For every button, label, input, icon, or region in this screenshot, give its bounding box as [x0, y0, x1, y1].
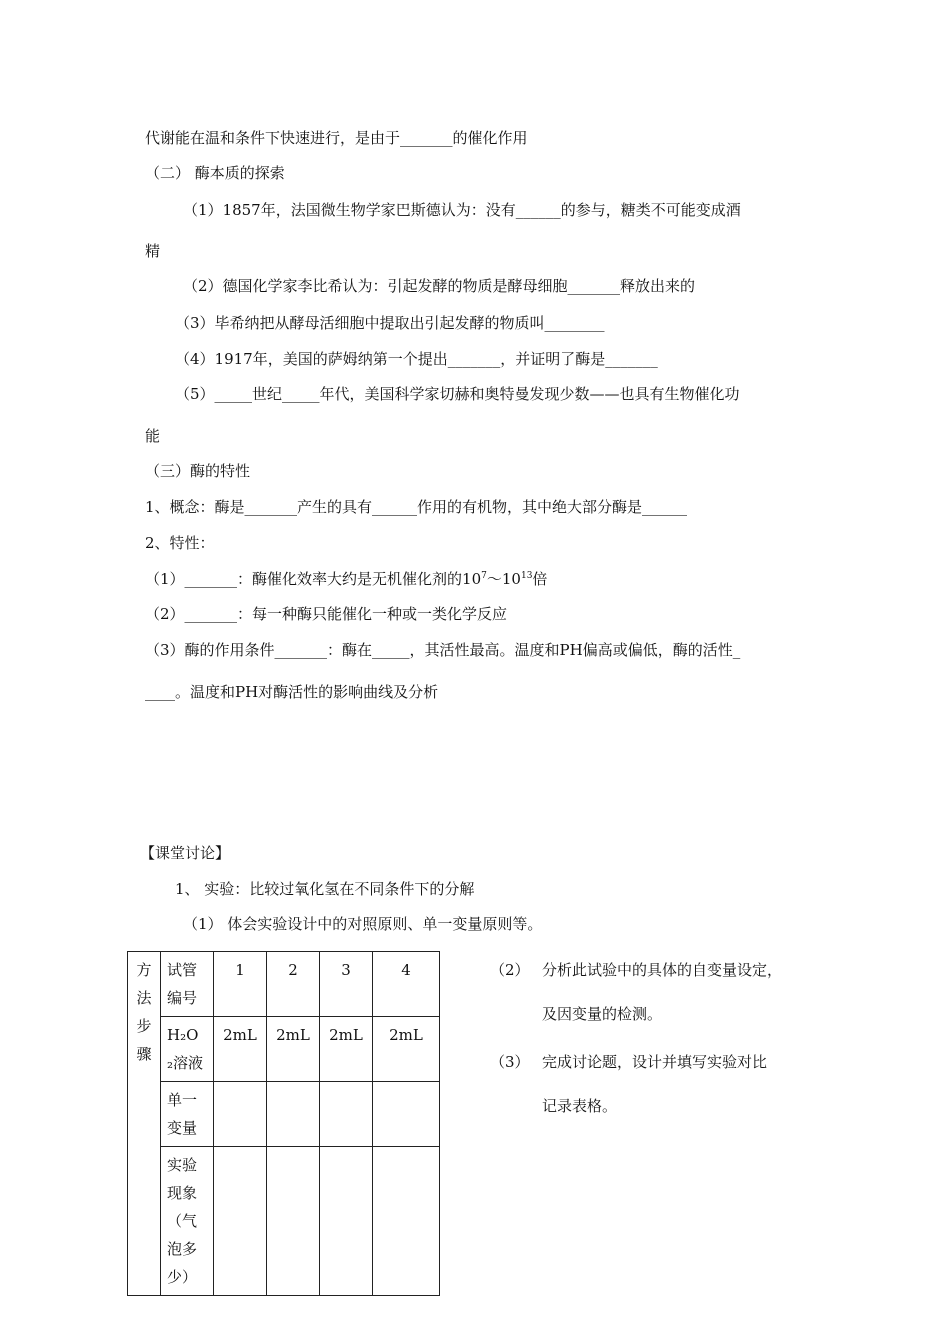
exponent-13: 13 — [520, 571, 533, 581]
discussion-item-1: 1、 实验：比较过氧化氢在不同条件下的分解 — [175, 880, 475, 898]
text-line-buchner: （3）毕希纳把从酵母活细胞中提取出引起发酵的物质叫________ — [175, 314, 605, 332]
h2o2-volume-cell: 2mL — [373, 1017, 440, 1082]
text-line-cech: （5）_____世纪_____年代，美国科学家切赫和奥特曼发现少数——也具有生物催化功 — [175, 385, 740, 403]
discussion-item-2: （1） 体会实验设计中的对照原则、单一变量原则等。 — [183, 915, 543, 933]
h2o2-volume-cell: 2mL — [267, 1017, 320, 1082]
section-heading-enzyme-nature: （二） 酶本质的探索 — [145, 164, 285, 182]
observation-cell[interactable] — [267, 1147, 320, 1296]
text-line-pasteur-cont: 精 — [145, 242, 161, 260]
text-line-sumner: （4）1917年，美国的萨姆纳第一个提出_______，并证明了酶是_______ — [175, 350, 658, 368]
single-variable-cell[interactable] — [320, 1082, 373, 1147]
question-2-text-cont: 及因变量的检测。 — [542, 1005, 663, 1023]
question-3-text: 完成讨论题，设计并填写实验对比 — [542, 1053, 768, 1071]
discussion-title: 【课堂讨论】 — [140, 844, 231, 862]
question-2-index: （2） — [490, 961, 530, 979]
h2o2-volume-cell: 2mL — [214, 1017, 267, 1082]
question-3-index: （3） — [490, 1053, 530, 1071]
text-line-cech-cont: 能 — [145, 427, 161, 445]
tube-3-header: 3 — [320, 952, 373, 1017]
exponent-7: 7 — [481, 571, 487, 581]
observation-cell[interactable] — [373, 1147, 440, 1296]
discussion-question-3 — [490, 1040, 830, 1128]
question-3-text-cont: 记录表格。 — [542, 1097, 618, 1115]
text-line-efficiency — [145, 569, 547, 589]
text-line-conditions: （3）酶的作用条件_______：酶在_____，其活性最高。温度和PH偏高或偏低，酶的活性_ — [145, 641, 741, 659]
discussion-question-2 — [490, 948, 830, 1036]
experiment-table — [127, 951, 440, 1296]
observation-cell[interactable] — [214, 1147, 267, 1296]
text-line-specificity: （2）_______：每一种酶只能催化一种或一类化学反应 — [145, 605, 508, 623]
single-variable-cell[interactable] — [373, 1082, 440, 1147]
tube-number-label: 试管编号 — [161, 952, 214, 1017]
observation-cell[interactable] — [320, 1147, 373, 1296]
h2o2-volume-cell: 2mL — [320, 1017, 373, 1082]
efficiency-text: （1）_______：酶催化效率大约是无机催化剂的10 — [145, 570, 482, 588]
single-variable-cell[interactable] — [214, 1082, 267, 1147]
efficiency-post: 倍 — [532, 570, 548, 588]
tube-2-header: 2 — [267, 952, 320, 1017]
text-line-concept: 1、概念：酶是_______产生的具有______作用的有机物，其中绝大部分酶是______ — [145, 498, 688, 516]
tube-1-header: 1 — [214, 952, 267, 1017]
h2o2-solution-label: H₂O₂溶液 — [161, 1017, 214, 1082]
observation-label: 实验现象（气泡多少） — [161, 1147, 214, 1296]
single-variable-cell[interactable] — [267, 1082, 320, 1147]
tube-4-header: 4 — [373, 952, 440, 1017]
efficiency-mid: ～10 — [486, 570, 521, 588]
question-2-text: 分析此试验中的具体的自变量设定， — [542, 961, 783, 979]
method-steps-cell — [128, 952, 161, 1296]
text-line-characteristics: 2、特性： — [145, 534, 215, 552]
section-heading-enzyme-properties: （三）酶的特性 — [145, 462, 251, 480]
single-variable-label: 单一变量 — [161, 1082, 214, 1147]
method-steps-label: 方法步骤 — [136, 961, 152, 1063]
text-line-liebig: （2）德国化学家李比希认为：引起发酵的物质是酵母细胞_______释放出来的 — [183, 277, 696, 295]
text-line-conditions-cont: ____。温度和PH对酶活性的影响曲线及分析 — [145, 683, 439, 701]
text-line-pasteur: （1）1857年，法国微生物学家巴斯德认为：没有______的参与，糖类不可能变成酒 — [183, 201, 741, 219]
text-line-1: 代谢能在温和条件下快速进行，是由于_______的催化作用 — [145, 129, 528, 147]
